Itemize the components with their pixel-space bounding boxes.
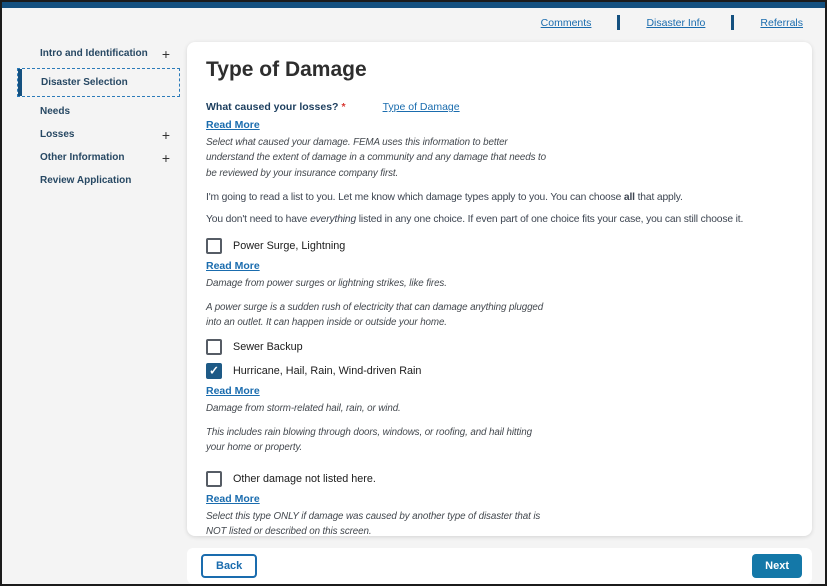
required-asterisk: * [341,101,346,113]
checkbox[interactable] [206,238,222,254]
sidebar-item-disaster-selection[interactable] [17,68,180,97]
option-description [206,300,793,331]
header-links [537,15,807,30]
description-line: This includes rain blowing through doors, windows, or roofing, and hail hitting [206,427,532,439]
read-more-link[interactable]: Read More [206,492,260,505]
question-label: What caused your losses? [206,101,339,113]
sidebar-nav [17,42,180,192]
read-more-link[interactable]: Read More [206,259,260,272]
back-button[interactable]: Back [201,554,257,578]
page-title: Type of Damage [206,58,367,81]
intro-paragraph-1: I'm going to read a list to you. Let me know which damage types apply to you. You can choose all that apply. [206,191,683,203]
next-button[interactable]: Next [752,554,802,578]
description-line: A power surge is a sudden rush of electricity that can damage anything plugged [206,302,544,314]
option-other-damage[interactable] [206,471,793,487]
option-label[interactable]: Other damage not listed here. [233,472,376,485]
option-label[interactable]: Hurricane, Hail, Rain, Wind-driven Rain [233,364,422,377]
sidebar-item-intro-and-identification[interactable] [17,42,180,65]
option-description [206,276,793,291]
main-content-card [187,42,812,536]
hint-line: Select what caused your damage. FEMA uses this information to better [206,137,508,148]
bold-text: all [623,191,635,203]
hint-line: understand the extent of damage in a community and any damage that needs to [206,152,546,164]
option-hurricane-hail-rain-wind-driven-rain[interactable] [206,363,793,379]
referrals-link[interactable]: Referrals [760,16,803,29]
description-line: Damage from power surges or lightning strikes, like fires. [206,277,447,289]
option-description [206,401,793,416]
sidebar-item-label: Other Information [40,152,125,163]
plus-icon[interactable]: + [161,45,170,62]
type-of-damage-link[interactable]: Type of Damage [382,101,460,113]
option-description [206,425,793,456]
disaster-info-link[interactable]: Disaster Info [646,16,706,29]
sidebar-item-needs[interactable] [17,100,180,123]
plus-icon[interactable]: + [161,149,170,166]
header-separator [731,15,734,30]
checkbox[interactable] [206,471,222,487]
option-sewer-backup[interactable] [206,339,793,355]
plus-icon[interactable]: + [161,126,170,143]
option-label[interactable]: Sewer Backup [233,340,303,353]
sidebar-item-label: Intro and Identification [40,48,148,59]
description-line: Damage from storm-related hail, rain, or wind. [206,402,401,414]
sidebar-item-label: Losses [40,129,75,140]
comments-link[interactable]: Comments [540,16,592,29]
question-row [206,101,793,113]
sidebar-item-label: Needs [40,106,71,117]
intro-paragraph-2: You don't need to have everything listed in any one choice. If even part of one choice fits your case, you can still choose it. [206,213,744,225]
checkbox[interactable] [206,363,222,379]
header-separator [617,15,620,30]
hint-line: be reviewed by your insurance company first. [206,167,399,179]
description-line: NOT listed or described on this screen. [206,525,372,536]
read-more-link[interactable]: Read More [206,119,260,131]
footer-action-bar [187,548,812,584]
sidebar-item-label: Disaster Selection [41,77,128,88]
sidebar-item-label: Review Application [40,175,132,186]
italic-text: everything [310,213,357,225]
description-line: Select this type ONLY if damage was caused by another type of disaster that is [206,510,541,522]
read-more-link[interactable]: Read More [206,384,260,397]
sidebar-item-other-information[interactable] [17,146,180,169]
top-accent-bar [2,2,825,8]
description-line: your home or property. [206,442,303,454]
checkbox[interactable] [206,339,222,355]
option-label[interactable]: Power Surge, Lightning [233,239,346,252]
question-hint [206,135,793,181]
sidebar-item-review-application[interactable] [17,169,180,192]
option-power-surge-lightning[interactable] [206,238,793,254]
sidebar-item-losses[interactable] [17,123,180,146]
description-line: into an outlet. It can happen inside or outside your home. [206,317,447,329]
option-description [206,509,793,536]
